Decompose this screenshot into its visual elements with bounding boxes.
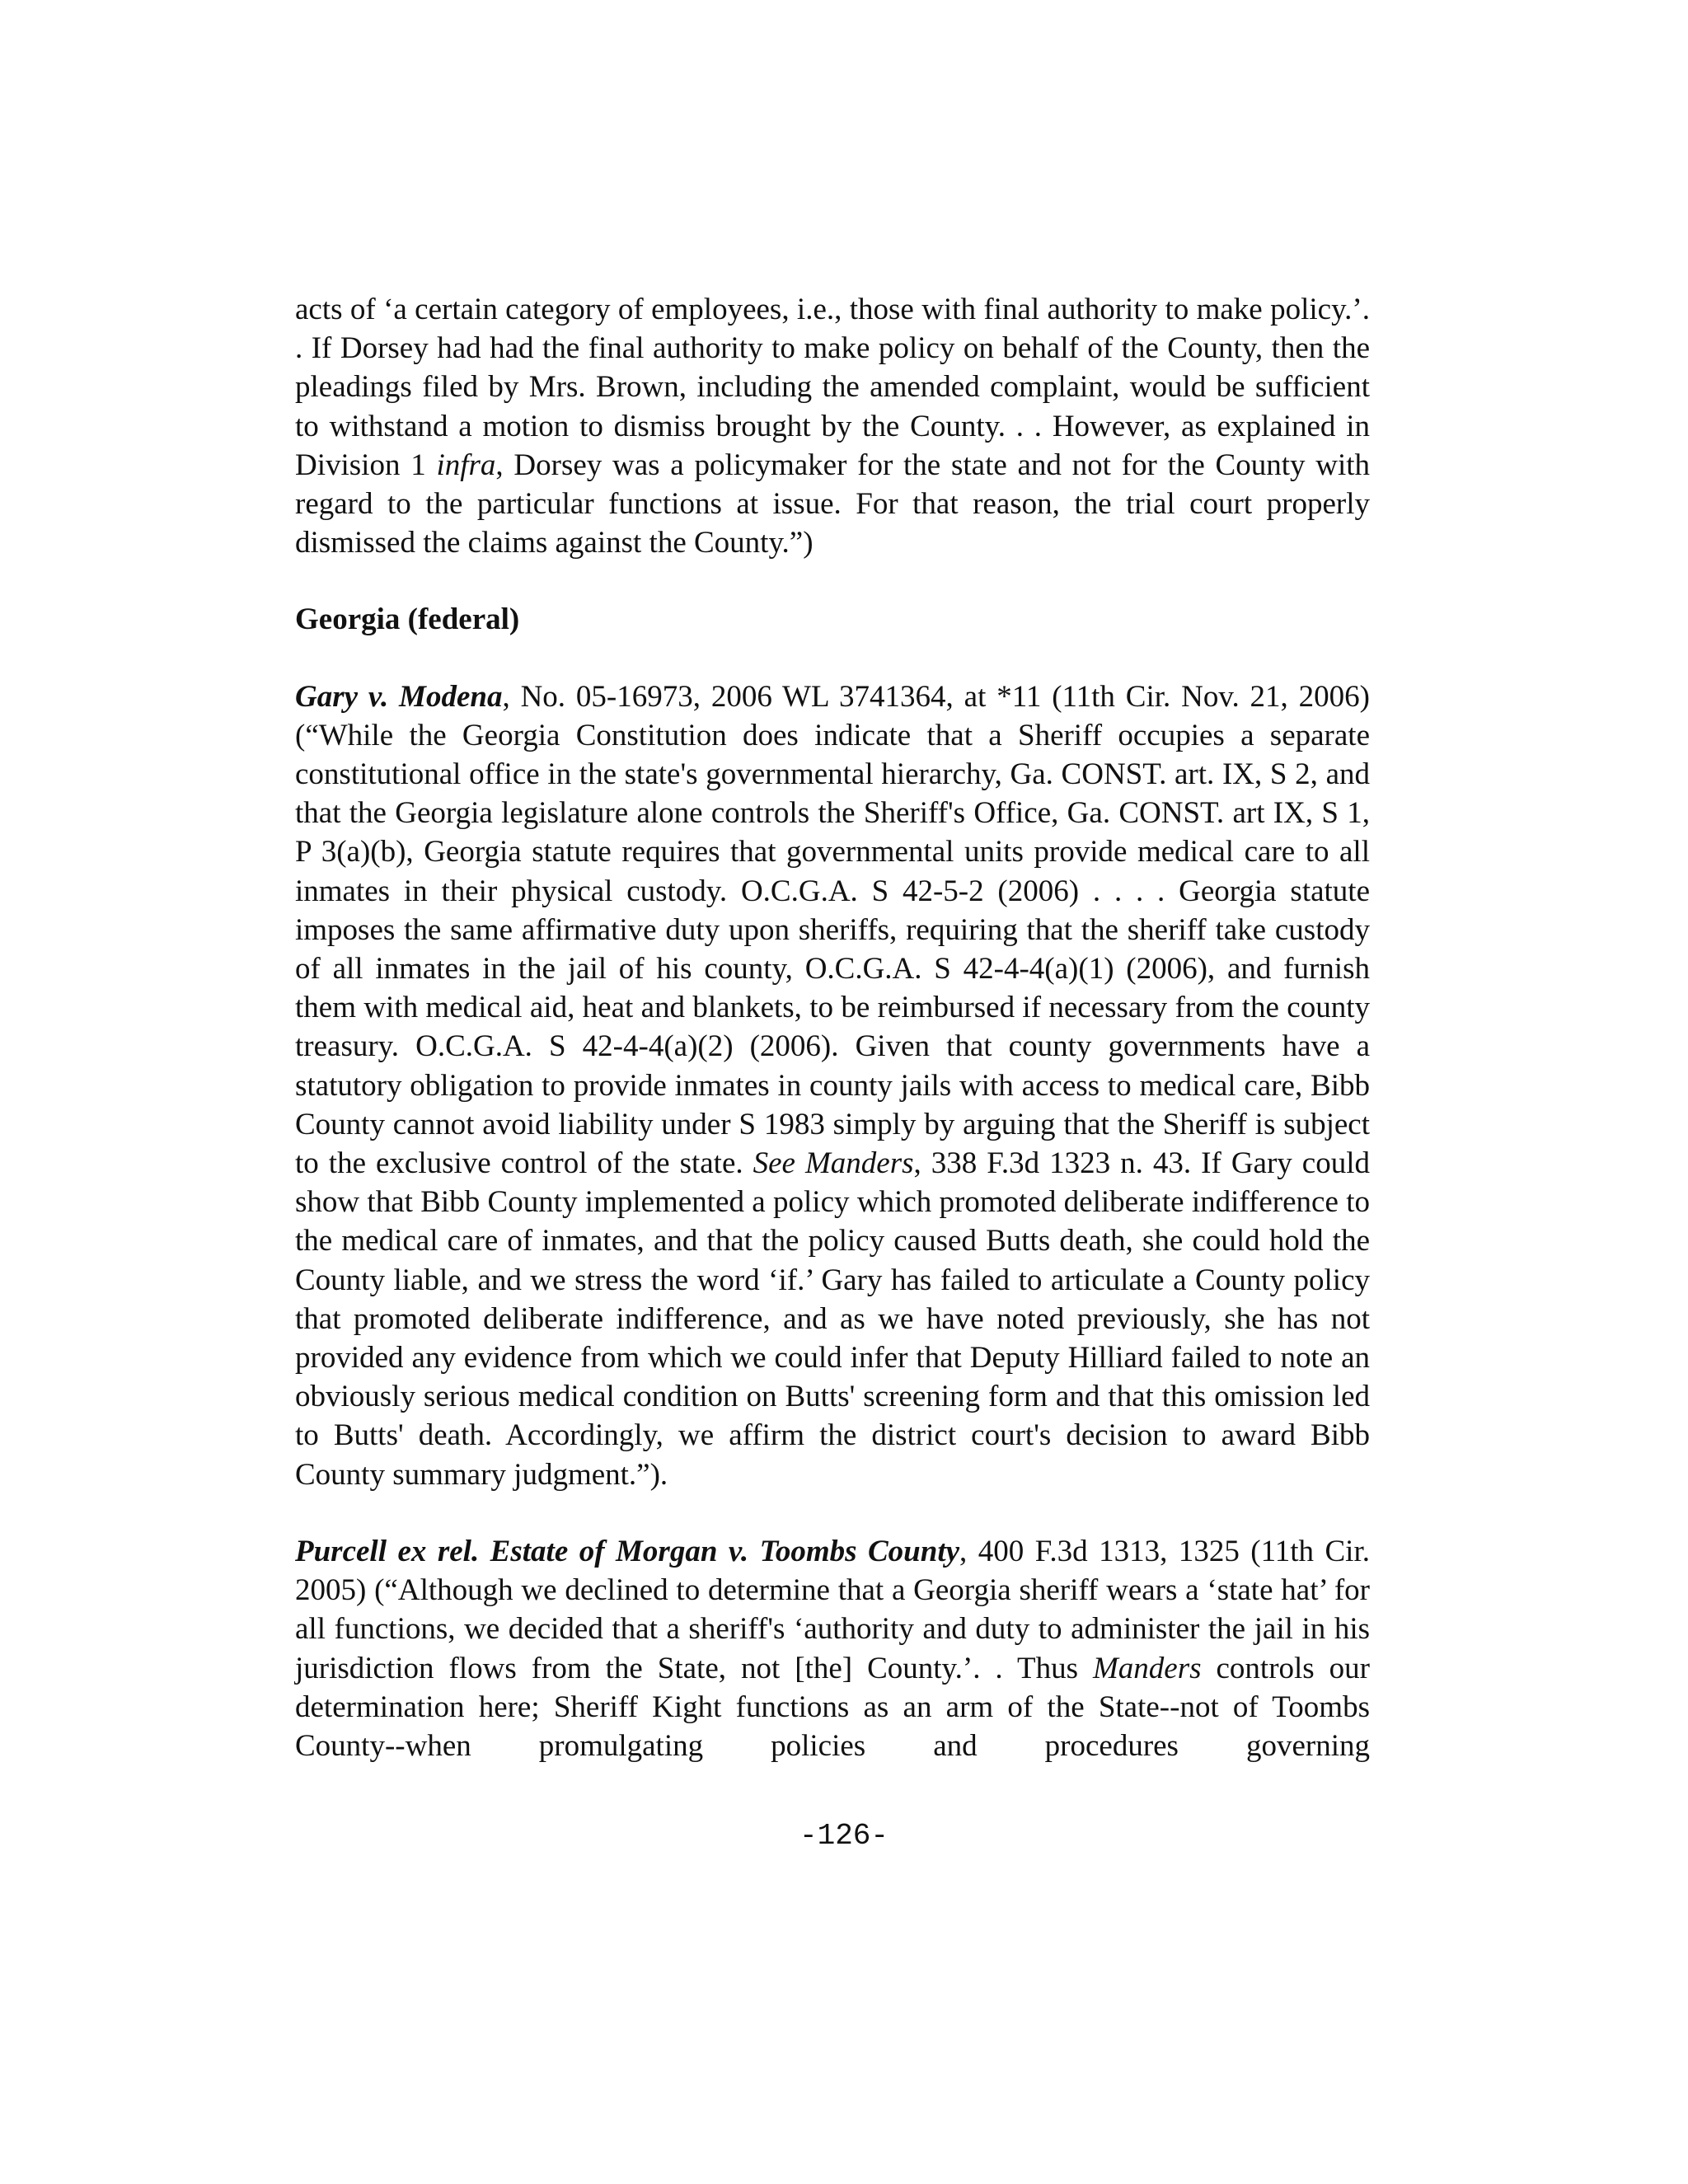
section-heading: Georgia (federal)	[295, 602, 520, 637]
paragraph-text: , Dorsey was a policymaker for the state and not for the County with regard to the particular functions at issue. For that reason, the trial court properly dismissed the claims against the County.”)	[295, 448, 1371, 560]
case-name: Purcell ex rel. Estate of Morgan v. Toombs County	[295, 1534, 960, 1568]
italic-text: See Manders	[753, 1146, 914, 1181]
paragraph-text: acts of ‘a certain category of employees, i.e., those with final authority to make policy.’. . If Dorsey had had the final authority to make policy on behalf of the County, then the pleadings filed by Mrs. Brown, including the amended complaint, would be sufficient to withstand a motion to dismiss brought by the County. . . However, as explained in Division 1	[295, 293, 1370, 482]
paragraph-text: controls our determination here; Sheriff Kight functions as an arm of the State--not of Toombs County--when promulgating policies and procedures governing	[295, 1651, 1370, 1763]
italic-text: Manders	[1092, 1651, 1202, 1685]
case-paragraph-gary	[295, 677, 1370, 1494]
page-number: -126-	[799, 1819, 889, 1853]
paragraph-text: , 400 F.3d 1313, 1325 (11th Cir. 2005) (“Although we declined to determine that a Georgia sheriff wears a ‘state hat’ for all functions, we decided that a sheriff's ‘authority and duty to administer the jail in his jurisdiction flows from the State, not [the] County.’. . Thus	[295, 1534, 1370, 1685]
paragraph-text: , No. 05-16973, 2006 WL 3741364, at *11 (11th Cir. Nov. 21, 2006) (“While the Georgia Constitution does indicate that a Sheriff occupies a separate constitutional office in the state's governmental hierarchy, Ga. CONST. art. IX, S 2, and that the Georgia legislature alone controls the Sheriff's Office, Ga. CONST. art IX, S 1, P 3(a)(b), Georgia statute requires that governmental units provide medical care to all inmates in their physical custody. O.C.G.A. S 42-5-2 (2006) . . . . Georgia statute imposes the same affirmative duty upon sheriffs, requiring that the sheriff take custody of all inmates in the jail of his county, O.C.G.A. S 42-4-4(a)(1) (2006), and furnish them with medical aid, heat and blankets, to be reimbursed if necessary from the county treasury. O.C.G.A. S 42-4-4(a)(2) (2006). Given that county governments have a statutory obligation to provide inmates in county jails with access to medical care, Bibb County cannot avoid liability under S 1983 simply by arguing that the Sheriff is subject to the exclusive control of the state.	[295, 679, 1370, 1181]
paragraph-continuation	[295, 290, 1370, 562]
document-page	[295, 290, 1370, 1765]
case-name: Gary v. Modena	[295, 679, 503, 714]
case-paragraph-purcell	[295, 1532, 1370, 1765]
paragraph-text: , 338 F.3d 1323 n. 43. If Gary could show that Bibb County implemented a policy which promoted deliberate indifference to the medical care of inmates, and that the policy caused Butts death, she could hold the County liable, and we stress the word ‘if.’ Gary has failed to articulate a County policy that promoted deliberate indifference, and as we have noted previously, she has not provided any evidence from which we could infer that Deputy Hilliard failed to note an obviously serious medical condition on Butts' screening form and that this omission led to Butts' death. Accordingly, we affirm the district court's decision to award Bibb County summary judgment.”).	[295, 1146, 1370, 1492]
italic-text: infra	[436, 448, 496, 482]
